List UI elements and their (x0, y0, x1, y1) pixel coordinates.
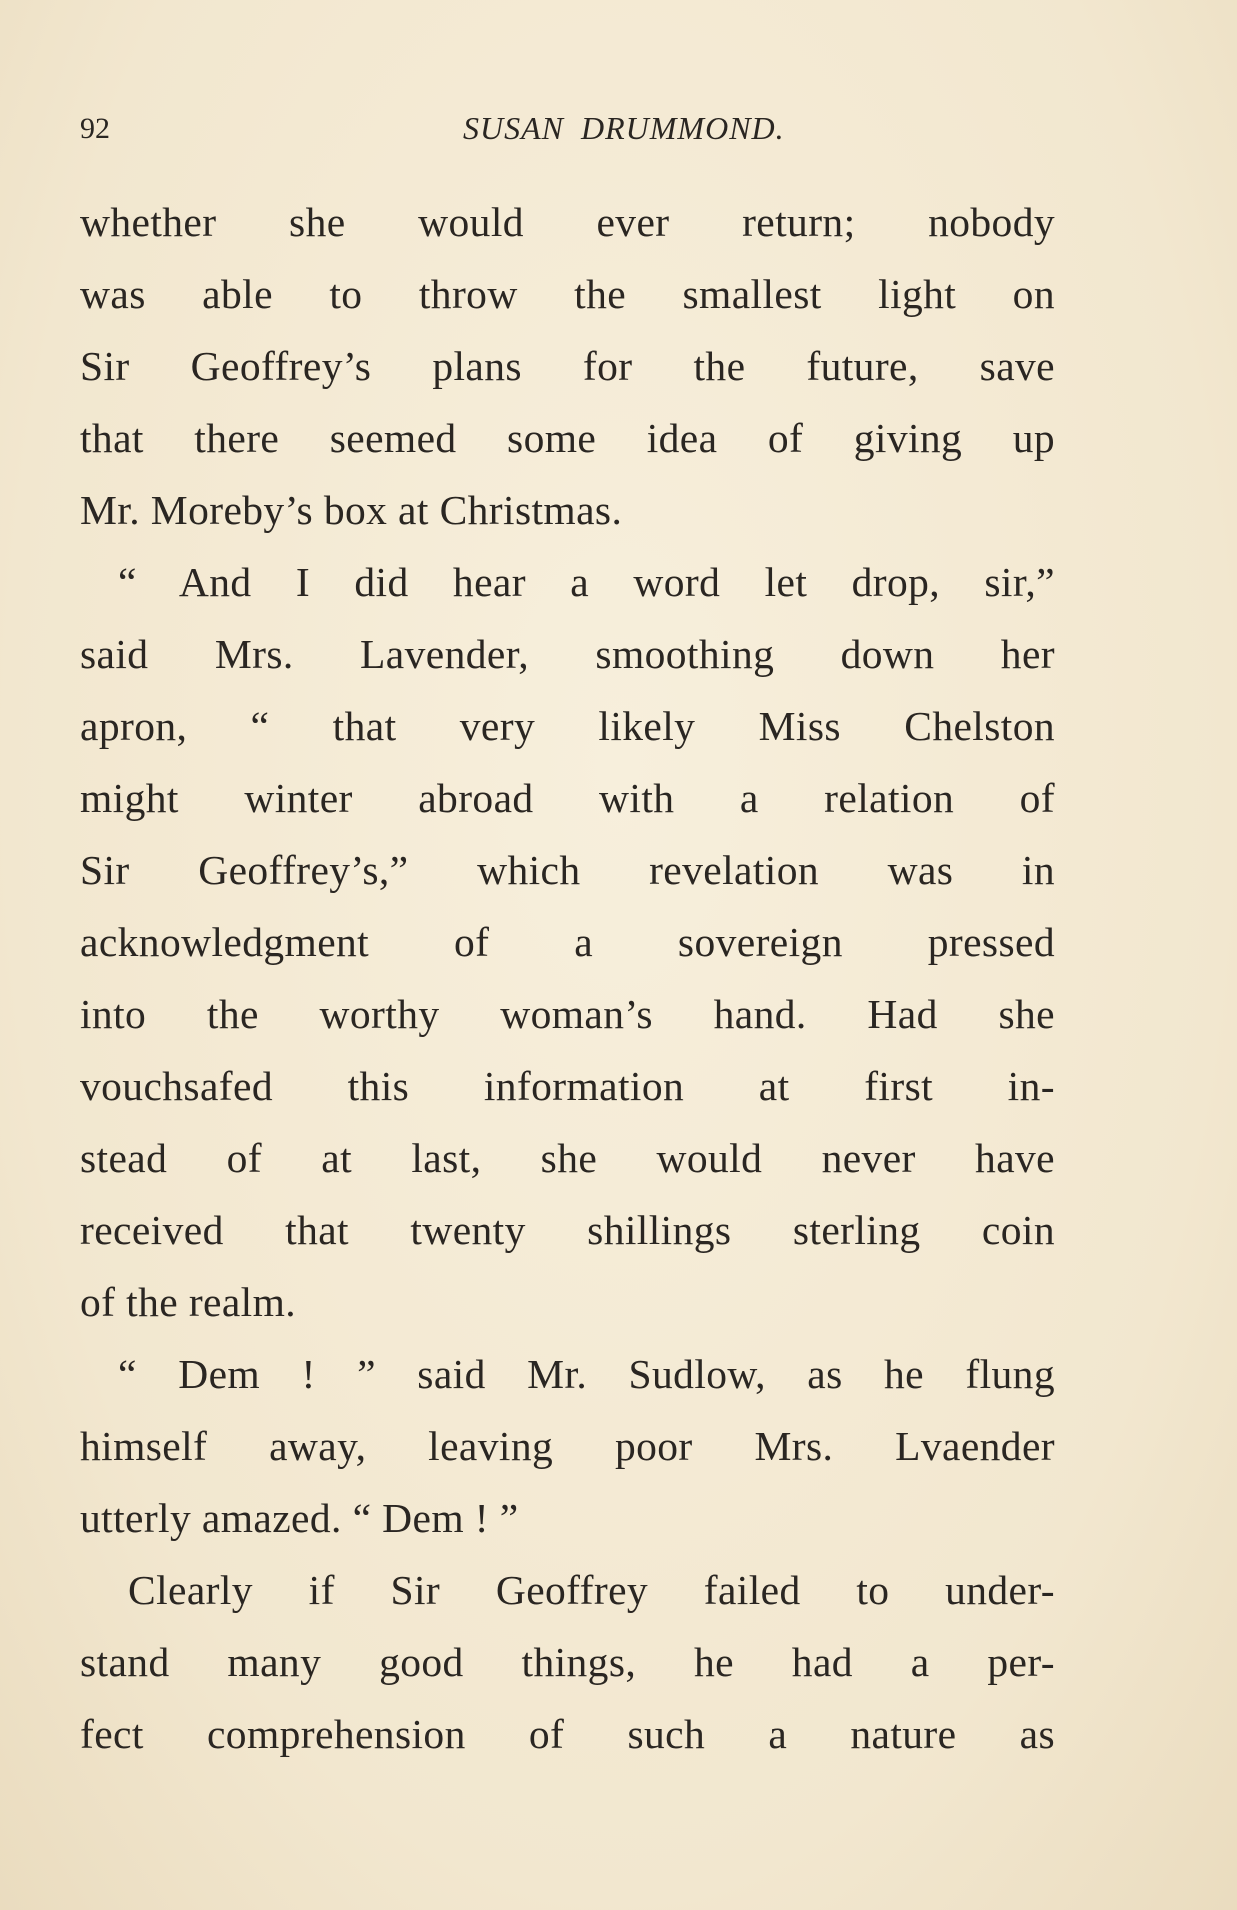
text-line: utterly amazed. “ Dem ! ” (80, 1495, 519, 1541)
text-line: Mr. Moreby’s box at Christmas. (80, 487, 623, 533)
text-line: whether she would ever return; nobody (80, 199, 1055, 245)
text-line: received that twenty shillings sterling coin (80, 1207, 1055, 1253)
text-line: stand many good things, he had a per- (80, 1639, 1055, 1685)
text-line: stead of at last, she would never have (80, 1135, 1055, 1181)
text-line: apron, “ that very likely Miss Chelston (80, 703, 1055, 749)
text-line: “ And I did hear a word let drop, sir,” (118, 559, 1055, 605)
page-header (80, 104, 1060, 154)
text-line: acknowledgment of a sovereign pressed (80, 919, 1055, 965)
text-line: Sir Geoffrey’s plans for the future, save (80, 343, 1055, 389)
text-line: said Mrs. Lavender, smoothing down her (80, 631, 1055, 677)
text-line: vouchsafed this information at first in- (80, 1063, 1055, 1109)
text-line: himself away, leaving poor Mrs. Lvaender (80, 1423, 1055, 1469)
text-line: “ Dem ! ” said Mr. Sudlow, as he flung (118, 1351, 1055, 1397)
page-number: 92 (80, 112, 110, 145)
text-line: was able to throw the smallest light on (80, 271, 1055, 317)
text-line: of the realm. (80, 1279, 297, 1325)
text-line: might winter abroad with a relation of (80, 775, 1055, 821)
body-text (80, 186, 1055, 1770)
text-line: into the worthy woman’s hand. Had she (80, 991, 1055, 1037)
running-title: SUSAN DRUMMOND. (463, 110, 785, 146)
text-line: fect comprehension of such a nature as (80, 1711, 1055, 1757)
text-line: Clearly if Sir Geoffrey failed to under- (128, 1567, 1055, 1613)
text-line: that there seemed some idea of giving up (80, 415, 1055, 461)
text-line: Sir Geoffrey’s,” which revelation was in (80, 847, 1055, 893)
